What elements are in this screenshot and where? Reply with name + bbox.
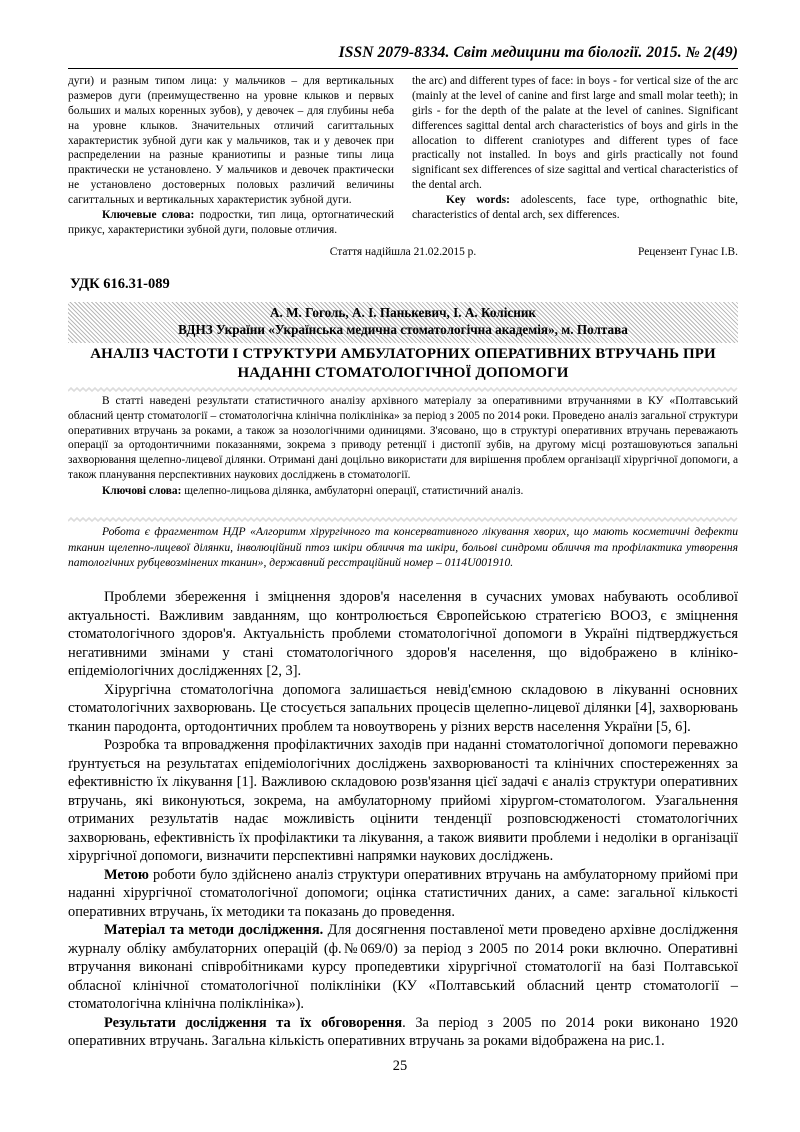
body-paragraph-6-text: . За період з 2005 по 2014 роки виконано 1920 оперативних втручань. Загальна кількість оперативних втручань за роками відображена на рис.1. [68,1014,738,1049]
wave-separator-bottom [68,516,738,523]
received-date: Стаття надійшла 21.02.2015 р. [329,246,477,258]
abstract-uk-text: В статті наведені результати статистичного аналізу архівного матеріалу за оперативними втручаннями в КУ «Полтавський обласний центр стоматології – стоматологічна клінічна поліклініка» за період з 2005 по 2014 роки. Проведено аналіз загальної структури оперативних втручань за роками, а також за нозологічними одиницями. З'ясовано, що в структурі оперативних втручань переважають операції за ортодонтичними показаннями, зокрема з приводу ретенції і дистопії зубів, на другому місці розташовуються запальні захворювання щелепно-лицевої ділянки. Отримані дані доцільно використати для вирішення проблем організації хірургічної допомоги, а також планування перспективних наукових досліджень в стоматології. [68,395,738,482]
body-paragraph-1: Проблеми збереження і зміцнення здоров'я населення в сучасних умовах набувають особливої актуальності. Важливим завданням, що контролюється Європейською стратегією ВООЗ, є зміцнення стоматологічного здоров'я. Актуальність проблеми стоматологічної допомоги в Україні підтверджується негативними змінами у стані стоматологічного здоров'я населення, що відображено в клініко-епідеміологічних дослідженнях [2, 3]. [68,589,738,679]
keywords-en-text: adolescents, face type, orthognathic bite, characteristics of dental arch, sex differences. [412,194,738,221]
article-title [68,345,738,383]
affiliation: ВДНЗ України «Українська медична стоматологічна академія», м. Полтава [178,321,628,337]
abstract-en-text: the arc) and different types of face: in boys - for vertical size of the arc (mainly at the level of canine and first large and small molar teeth); in girls - for the depth of the palate at the level of canines. Significant differences sagittal dental arch characteristics of boys and girls in the allocation to different craniotypes and different types of face practically not installed. In boys and girls practically not found significant sex differences of size sagittal and vertical characteristics of the dental arch. [412,75,738,192]
body-paragraph-5-text: Для досягнення поставленої мети проведено архівне дослідження журналу обліку амбулаторних операцій (ф.№069/0) за період з 2005 по 2014 роки включно. Оперативні втручання виконані співробітниками курсу пропедевтики хірургічної стоматології на базі Полтавської обласної клінічної стоматологічної поліклініки (КУ «Полтавський обласний центр стоматології – стоматологічна клінічна поліклініка»). [68,922,738,1012]
authors-list: А. М. Гоголь, А. І. Панькевич, І. А. Колісник [269,305,537,320]
keywords-en [412,193,738,223]
abstract-ru-text: дуги) и разным типом лица: у мальчиков – для вертикальных размеров дуги (преимущественно на уровне клыков и первых больших и малых коренных зубов), у девочек – для глубины неба на уровне клыков. Значительных отличий сагиттальных характеристик зубной дуги как у мальчиков, так и у девочек при распределении на разные краниотипы и разные типы лица практически не установлено. У мальчиков и девочек практически не установлено достоверных половых различий величины сагиттальных и вертикальных характеристик зубной дуги. [68,75,394,206]
body-paragraph-5 [68,921,738,1014]
body-paragraph-4 [68,866,738,922]
keywords-uk-label: Ключові слова: [102,484,182,497]
body-paragraph-2: Хірургічна стоматологічна допомога залишається невід'ємною складовою в лікуванні основних стоматологічних захворювань. Це стосується запальних процесів щелепно-лицевої ділянки [4], захворювань тканин пародонта, ортодонтичних проблем та новоутворень у різних верств населення України [5, 6]. [68,681,738,735]
keywords-ru [68,208,394,238]
abstract-ukrainian [68,394,738,499]
running-head: ISSN 2079-8334. Світ медицини та біології. 2015. № 2(49) [338,44,738,61]
body-paragraph-5-lead: Матеріал та методи дослідження. [104,922,324,938]
abstract-column-russian [68,74,394,238]
keywords-ru-label: Ключевые слова: [102,208,195,221]
body-paragraph-4-lead: Метою [104,866,149,883]
udc-code: УДК 616.31-089 [70,276,170,292]
body-paragraph-6 [68,1014,738,1051]
keywords-en-label: Key words: [446,194,510,206]
two-column-abstract-block [68,74,738,238]
article-title-line-1: АНАЛІЗ ЧАСТОТИ І СТРУКТУРИ АМБУЛАТОРНИХ ОПЕРАТИВНИХ ВТРУЧАНЬ ПРИ [90,346,716,362]
reviewer-name: Рецензент Гунас І.В. [638,246,738,258]
article-title-line-2: НАДАННІ СТОМАТОЛОГІЧНОЇ ДОПОМОГИ [237,364,569,381]
page-number: 25 [392,1058,408,1074]
grant-note [68,524,738,571]
authors-band [68,302,738,343]
grant-note-text: Робота є фрагментом НДР «Алгоритм хірургічного та консервативного лікування хворих, що мають косметичні дефекти тканин щелепно-лицевої ділянки, інволюційний птоз шкіри обличчя та шкіри, больові синдроми обличчя та профілактика утворення патологічних рубцевозмінених тканин», державний ресстраційний номер – 0114U001910. [68,525,738,570]
abstract-column-english [412,74,738,238]
body-paragraph-6-lead: Результати дослідження та їх обговорення [104,1014,403,1031]
keywords-uk-text: щелепно-лицьова ділянка, амбулаторні операції, статистичний аналіз. [184,484,524,497]
body-paragraph-3: Розробка та впровадження профілактичних заходів при наданні стоматологічної допомоги переважно ґрунтується на результатах епідеміологічних досліджень захворюваності та клінічних спостереженнях за ефективністю їх лікування [1]. Важливою складовою розв'язання цієї задачі є аналіз структури оперативних втручань, які виконуються, зокрема, на амбулаторному прийомі хірургом-стоматологом. Узагальнення отриманих результатів надає можливість оцінити тенденції розповсюдженості стоматологічних захворювань, ефективність їх профілактики та лікування, а також виявити проблеми і недоліки в організації хірургічної допомоги, визначити перспективні напрямки наукових досліджень. [68,737,738,864]
article-body [68,588,738,1051]
keywords-ru-text: подростки, тип лица, ортогнатический прикус, характеристики зубной дуги, половые отличия. [68,208,394,236]
header-rule [68,68,738,69]
wave-separator-top [68,386,738,393]
keywords-uk [68,484,738,499]
body-paragraph-4-text: роботи було здійснено аналіз структури оперативних втручань на амбулаторному прийомі при наданні хірургічної стоматологічної допомоги; оцінка статистичних даних, а саме: загальної кількості оперативних втручань, їх методики та показань до проведення. [68,866,738,920]
